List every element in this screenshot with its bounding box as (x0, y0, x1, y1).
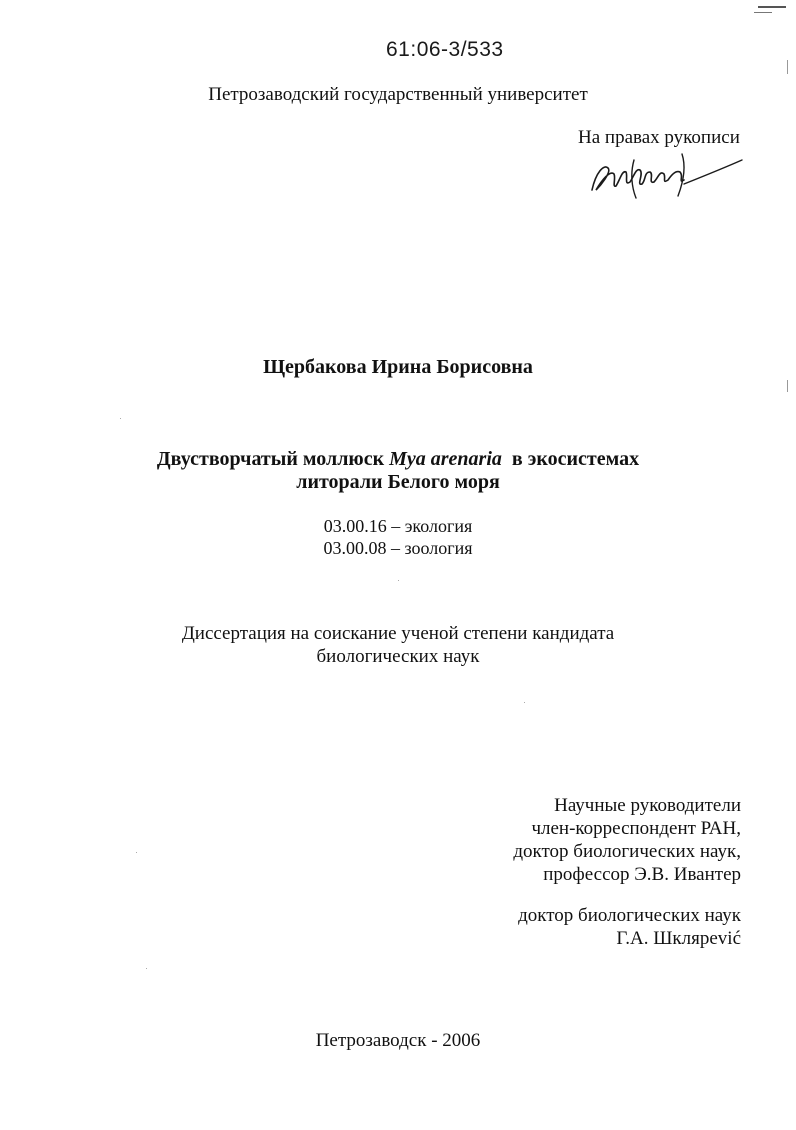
title-species: Mya arenaria (389, 448, 502, 470)
supervisor-line: член-корреспондент РАН, (531, 818, 741, 839)
supervisor-line: Г.А. Шклярević (616, 928, 741, 949)
degree-statement-line-2: биологических наук (316, 646, 480, 667)
manuscript-rights-note: На правах рукописи (578, 127, 740, 148)
scan-mark (754, 12, 772, 13)
supervisor-line: доктор биологических наук (518, 905, 741, 926)
author-signature (586, 150, 746, 200)
city-year: Петрозаводск - 2006 (315, 1030, 481, 1051)
archive-stamp: 61:06-3/533 (386, 38, 504, 61)
supervisors-heading: Научные руководители (554, 795, 741, 816)
supervisor-line: доктор биологических наук, (513, 841, 741, 862)
scan-speck (398, 580, 399, 581)
scan-speck (146, 968, 147, 969)
degree-statement-line-1: Диссертация на соискание ученой степени кандидата (181, 623, 615, 644)
title-suffix: в экосистемах (501, 448, 640, 470)
scan-mark (787, 380, 788, 392)
dissertation-title-line-1 (0, 448, 796, 471)
university-name: Петрозаводский государственный университет (208, 84, 588, 105)
title-prefix: Двустворчатый моллюск (156, 448, 390, 470)
scan-mark (758, 6, 786, 8)
scan-speck (120, 418, 121, 419)
specialty-code: 03.00.16 – экология (323, 516, 473, 536)
author-name: Щербакова Ирина Борисовна (263, 356, 533, 378)
specialty-code: 03.00.08 – зоология (323, 538, 473, 558)
dissertation-title-line-2: литорали Белого моря (296, 471, 500, 493)
supervisor-line: профессор Э.В. Ивантер (543, 864, 741, 885)
scan-speck (524, 702, 525, 703)
scan-mark (787, 60, 788, 74)
scan-speck (136, 852, 137, 853)
